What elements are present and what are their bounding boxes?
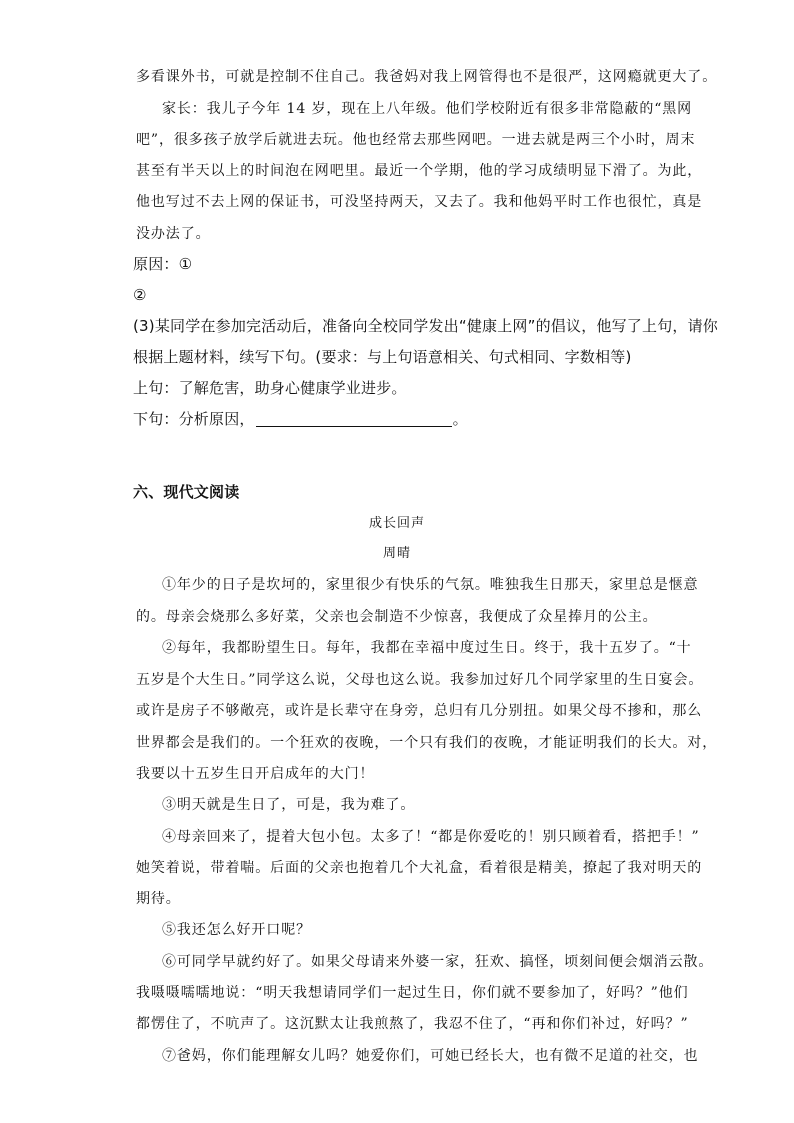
article-line: ①年少的日子是坎坷的，家里很少有快乐的气氛。唯独我生日那天，家里总是惬意 xyxy=(162,577,699,593)
reason-label: 原因：① xyxy=(133,255,193,273)
article-line: ⑦爸妈，你们能理解女儿吗？她爱你们，可她已经长大，也有微不足道的社交，也 xyxy=(162,1048,699,1064)
passage-line: 没办法了。 xyxy=(136,226,211,242)
article-line: 或许是房子不够敞亮，或许是长辈守在身旁，总归有几分别扭。如果父母不掺和，那么 xyxy=(136,703,703,719)
article-line: 我要以十五岁生日开启成年的大门！ xyxy=(136,766,375,782)
passage-line: 甚至有半天以上的时间泡在网吧里。最近一个学期，他的学习成绩明显下滑了。为此， xyxy=(136,163,703,179)
lower-sentence-prefix: 下句：分析原因， xyxy=(133,410,255,428)
article-line: ④母亲回来了，提着大包小包。太多了！“都是你爱吃的！别只顾着看，搭把手！” xyxy=(162,829,700,845)
article-title: 成长回声 xyxy=(368,516,425,531)
lower-sentence xyxy=(133,412,468,427)
passage-line: 家长：我儿子今年 14 岁，现在上八年级。他们学校附近有很多非常隐蔽的“黑网 xyxy=(162,101,693,117)
upper-sentence: 上句：了解危害，助身心健康学业进步。 xyxy=(133,379,407,397)
article-line: 我嗫嗫嚅嚅地说：“明天我想请同学们一起过生日，你们就不要参加了，好吗？”他们 xyxy=(136,985,689,1001)
article-line: 她笑着说，带着喘。后面的父亲也抱着几个大礼盒，看着很是精美，撩起了我对明天的 xyxy=(136,860,703,876)
passage-line: 多看课外书，可就是控制不住自己。我爸妈对我上网管得也不是很严，这网瘾就更大了。 xyxy=(136,69,718,85)
lower-sentence-suffix: 。 xyxy=(452,410,468,428)
section-heading: 六、现代文阅读 xyxy=(133,483,240,501)
question-3-line: 根据上题材料，续写下句。(要求：与上句语意相关、句式相同、字数相等) xyxy=(133,348,632,366)
article-line: 期待。 xyxy=(136,891,181,907)
article-line: 的。母亲会烧那么多好菜，父亲也会制造不少惊喜，我便成了众星捧月的公主。 xyxy=(136,609,658,625)
answer-blank[interactable] xyxy=(256,425,452,427)
passage-line: 他也写过不去上网的保证书，可没坚持两天，又去了。我和他妈平时工作也很忙，真是 xyxy=(136,194,703,210)
article-line: 五岁是个大生日。”同学这么说，父母也这么说。我参加过好几个同学家里的生日宴会。 xyxy=(136,672,704,688)
article-line: ③明天就是生日了，可是，我为难了。 xyxy=(162,797,416,813)
question-3-line: (3)某同学在参加完活动后，准备向全校同学发出“健康上网”的倡议，他写了上句，请你 xyxy=(133,317,718,335)
article-line: ⑥可同学早就约好了。如果父母请来外婆一家，狂欢、搞怪，顷刻间便会烟消云散。 xyxy=(162,954,714,970)
passage-line: 吧”，很多孩子放学后就进去玩。他也经常去那些网吧。一进去就是两三个小时，周末 xyxy=(136,132,696,148)
reason-second: ② xyxy=(133,286,147,304)
article-line: ②每年，我都盼望生日。每年，我都在幸福中度过生日。终于，我十五岁了。“十 xyxy=(162,640,692,656)
article-line: ⑤我还怎么好开口呢？ xyxy=(162,922,311,938)
article-line: 都愣住了，不吭声了。这沉默太让我煎熬了，我忍不住了，“再和你们补过，好吗？” xyxy=(136,1016,689,1032)
article-line: 世界都会是我们的。一个狂欢的夜晚，一个只有我们的夜晚，才能证明我们的长大。对， xyxy=(136,735,718,751)
article-author: 周晴 xyxy=(382,546,411,561)
